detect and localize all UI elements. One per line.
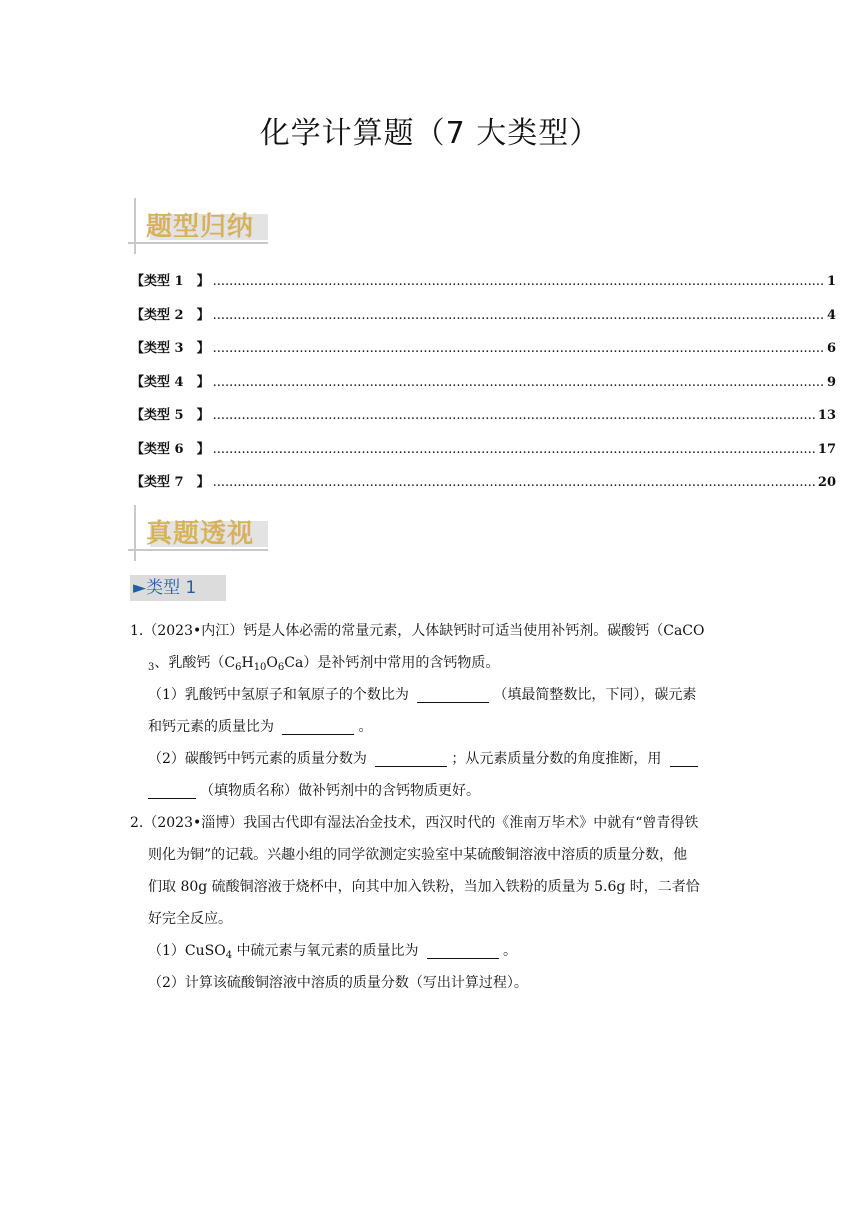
toc-entry[interactable] [131, 404, 836, 438]
question-text: 。 [358, 719, 373, 735]
question-text: （2）碳酸钙中钙元素的质量分数为 [148, 751, 372, 767]
question-2 [130, 807, 740, 999]
toc-leader-dots [213, 408, 815, 423]
toc-leader-dots [213, 475, 815, 490]
section-heading-summary [128, 198, 278, 254]
sub-question [130, 679, 740, 711]
toc-label: 【类型 5 】 [131, 408, 210, 423]
answer-blank[interactable] [282, 718, 354, 735]
toc-label: 【类型 7 】 [131, 475, 210, 490]
toc-entry[interactable] [131, 371, 836, 405]
subscript: 6 [235, 662, 242, 673]
toc-page-number: 1 [826, 274, 836, 289]
question-text: 。 [503, 943, 517, 959]
toc-leader-dots [213, 308, 824, 323]
type-1-banner: ►类型 1 [130, 575, 226, 601]
toc-entry[interactable] [131, 270, 836, 304]
toc-page-number: 17 [817, 441, 836, 457]
questions [130, 615, 740, 999]
question-text: （1）乳酸钙中氢原子和氧原子的个数比为 [148, 687, 414, 703]
question-text: 们取 80g 硫酸铜溶液于烧杯中，向其中加入铁粉，当加入铁粉的质量为 5.6g 时，二者恰 [148, 879, 700, 895]
question-text: Ca）是补钙剂中常用的含钙物质。 [284, 655, 500, 671]
question-text: 好完全反应。 [148, 911, 232, 927]
answer-blank[interactable] [417, 686, 489, 703]
heading-decoration-line [134, 198, 136, 254]
question-text: 2.（2023•淄博）我国古代即有湿法冶金技术，西汉时代的《淮南万毕术》中就有“曾青得铁 [130, 815, 699, 831]
toc-label: 【类型 4 】 [131, 374, 210, 390]
section-heading-text: 真题透视 [146, 519, 255, 549]
toc-entry[interactable] [131, 337, 836, 371]
answer-blank[interactable] [148, 782, 196, 799]
answer-blank[interactable] [670, 750, 698, 767]
toc-page-number: 13 [817, 408, 836, 423]
question-text: O [266, 655, 278, 671]
toc-leader-dots [213, 341, 824, 356]
sub-question [130, 711, 740, 743]
toc-label: 【类型 3 】 [131, 341, 210, 356]
subscript: 6 [277, 662, 285, 673]
question-text: 、乳酸钙（C [154, 655, 236, 671]
toc-page-number: 6 [826, 341, 836, 356]
toc-entry[interactable] [131, 304, 836, 338]
question-1 [130, 615, 740, 807]
toc-entry[interactable] [131, 438, 836, 472]
question-text: 则化为铜”的记载。兴趣小组的同学欲测定实验室中某硫酸铜溶液中溶质的质量分数，他 [148, 847, 688, 863]
subscript: 10 [253, 662, 267, 673]
question-text: H [241, 655, 254, 671]
toc-leader-dots [213, 375, 824, 390]
question-text: 1.（2023•内江）钙是人体必需的常量元素，人体缺钙时可适当使用补钙剂。碳酸钙（CaCO [130, 623, 705, 639]
toc-label: 【类型 1 】 [131, 274, 210, 289]
sub-question [130, 935, 740, 967]
question-text: ；从元素质量分数的角度推断，用 [451, 751, 666, 767]
toc-page-number: 20 [817, 475, 836, 490]
question-text: （填物质名称）做补钙剂中的含钙物质更好。 [200, 783, 480, 799]
table-of-contents [131, 270, 836, 505]
section-heading-real-questions [128, 505, 278, 561]
sub-question: （2）计算该硫酸铜溶液中溶质的质量分数（写出计算过程）。 [148, 975, 528, 991]
sub-question [130, 743, 740, 775]
question-text: 和钙元素的质量比为 [148, 719, 279, 735]
subscript: 3 [148, 662, 155, 673]
question-text [130, 647, 740, 679]
answer-blank[interactable] [427, 942, 499, 959]
toc-label: 【类型 6 】 [131, 441, 210, 457]
toc-leader-dots [213, 442, 815, 457]
toc-entry[interactable] [131, 471, 836, 505]
question-text: （1）CuSO [148, 943, 226, 959]
heading-decoration-line [134, 505, 136, 561]
subscript: 4 [225, 950, 233, 961]
question-text: 中硫元素与氧元素的质量比为 [232, 943, 423, 959]
toc-leader-dots [213, 274, 824, 289]
answer-blank[interactable] [375, 750, 447, 767]
toc-page-number: 4 [826, 307, 836, 323]
toc-page-number: 9 [826, 374, 836, 390]
toc-label: 【类型 2 】 [131, 307, 210, 323]
question-text: （填最简整数比，下同），碳元素 [493, 687, 697, 703]
section-heading-text: 题型归纳 [146, 212, 255, 242]
sub-question [130, 775, 740, 807]
page-title: 化学计算题（7 大类型） [259, 116, 601, 151]
